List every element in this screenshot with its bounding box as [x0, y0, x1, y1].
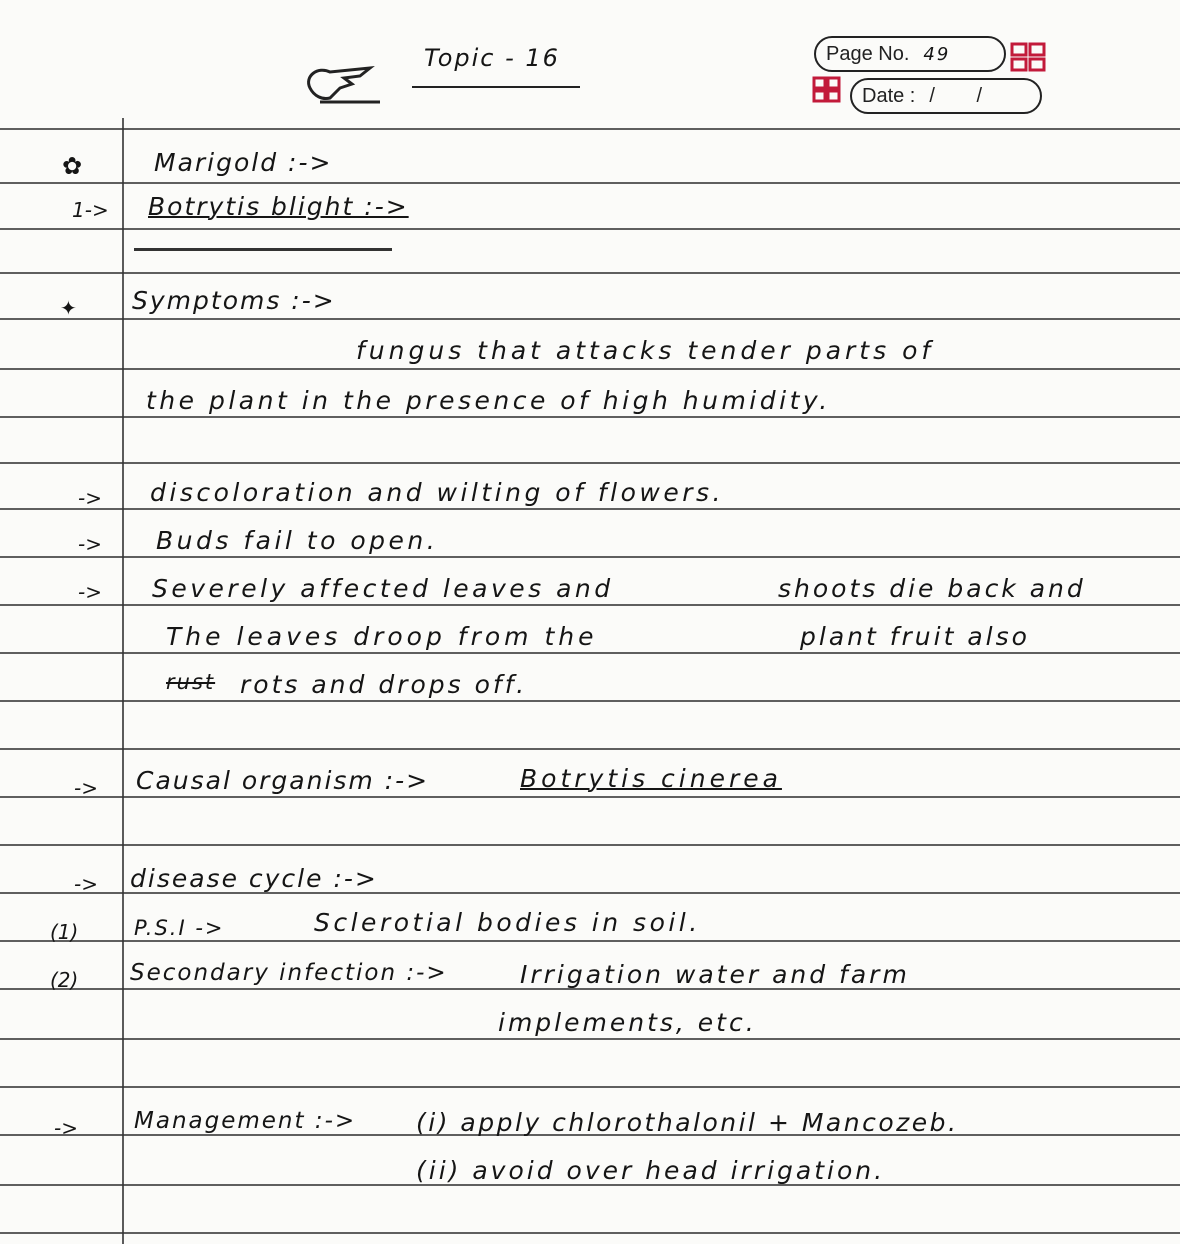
management-item-1: (i) apply chlorothalonil + Mancozeb.	[416, 1108, 959, 1137]
ruled-line	[0, 128, 1180, 130]
psi-label: P.S.I ->	[134, 916, 225, 940]
brand-logo-icon	[1010, 42, 1046, 72]
symptom-item-3b-right: plant fruit also	[800, 622, 1030, 651]
ruled-line	[0, 700, 1180, 702]
number-one: (1)	[50, 920, 79, 944]
ruled-line	[0, 748, 1180, 750]
date-box	[850, 78, 1042, 114]
arrow-bullet: ->	[54, 1116, 78, 1140]
strikethrough-word: rust	[166, 670, 216, 694]
ruled-line	[0, 462, 1180, 464]
secondary-infection-value-1: Irrigation water and farm	[520, 960, 910, 989]
ruled-line	[0, 182, 1180, 184]
symptom-item-3a-right: shoots die back and	[778, 574, 1086, 603]
arrow-bullet: ->	[78, 486, 102, 510]
ruled-line	[0, 508, 1180, 510]
ruled-line	[0, 228, 1180, 230]
ruled-line	[0, 1232, 1180, 1234]
management-item-2: (ii) avoid over head irrigation.	[416, 1156, 886, 1185]
ruled-line	[0, 1086, 1180, 1088]
secondary-infection-label: Secondary infection :->	[130, 960, 448, 986]
ruled-line	[0, 940, 1180, 942]
management-heading: Management :->	[134, 1108, 357, 1134]
symptom-item-3b-left: The leaves droop from the	[166, 622, 598, 651]
secondary-infection-value-2: implements, etc.	[498, 1008, 757, 1037]
ruled-line	[0, 416, 1180, 418]
ruled-line	[0, 368, 1180, 370]
symptoms-line-2: the plant in the presence of high humidity.	[146, 386, 831, 415]
ruled-line	[0, 1038, 1180, 1040]
bullet-one: 1->	[72, 198, 109, 222]
flower-bullet: ✿	[62, 152, 83, 180]
symptom-item-2: Buds fail to open.	[156, 526, 439, 555]
symptoms-bullet: ✦	[60, 296, 77, 320]
symptoms-heading: Symptoms :->	[132, 286, 336, 315]
arrow-bullet: ->	[74, 872, 98, 896]
symptom-item-1: discoloration and wilting of flowers.	[150, 478, 724, 507]
topic-title: Topic - 16	[424, 44, 560, 72]
date-value: / /	[929, 84, 1001, 107]
ruled-line	[0, 318, 1180, 320]
page-no-box	[814, 36, 1006, 72]
ruled-line	[0, 652, 1180, 654]
date-label: Date :	[862, 84, 916, 107]
psi-value: Sclerotial bodies in soil.	[314, 908, 701, 937]
arrow-bullet: ->	[78, 532, 102, 556]
brand-logo-icon	[812, 76, 842, 104]
page-no-value: 49	[923, 43, 951, 65]
pointing-hand-icon	[300, 58, 390, 106]
number-two: (2)	[50, 968, 79, 992]
symptom-item-3c: rots and drops off.	[240, 670, 528, 699]
topic-underline	[412, 86, 580, 88]
ruled-line	[0, 604, 1180, 606]
disease-heading: Botrytis blight :->	[148, 192, 409, 221]
disease-cycle-heading: disease cycle :->	[130, 864, 378, 893]
symptoms-line-1: fungus that attacks tender parts of	[356, 336, 935, 365]
ruled-line	[0, 796, 1180, 798]
symptom-item-3a-left: Severely affected leaves and	[152, 574, 614, 603]
ruled-line	[0, 556, 1180, 558]
crop-heading: Marigold :->	[154, 148, 333, 177]
disease-double-underline	[134, 248, 392, 251]
arrow-bullet: ->	[78, 580, 102, 604]
page-no-label: Page No.	[826, 42, 910, 65]
causal-heading: Causal organism :->	[136, 766, 430, 795]
arrow-bullet: ->	[74, 776, 98, 800]
causal-value: Botrytis cinerea	[520, 764, 782, 793]
margin-line	[122, 118, 124, 1244]
ruled-line	[0, 272, 1180, 274]
ruled-line	[0, 844, 1180, 846]
